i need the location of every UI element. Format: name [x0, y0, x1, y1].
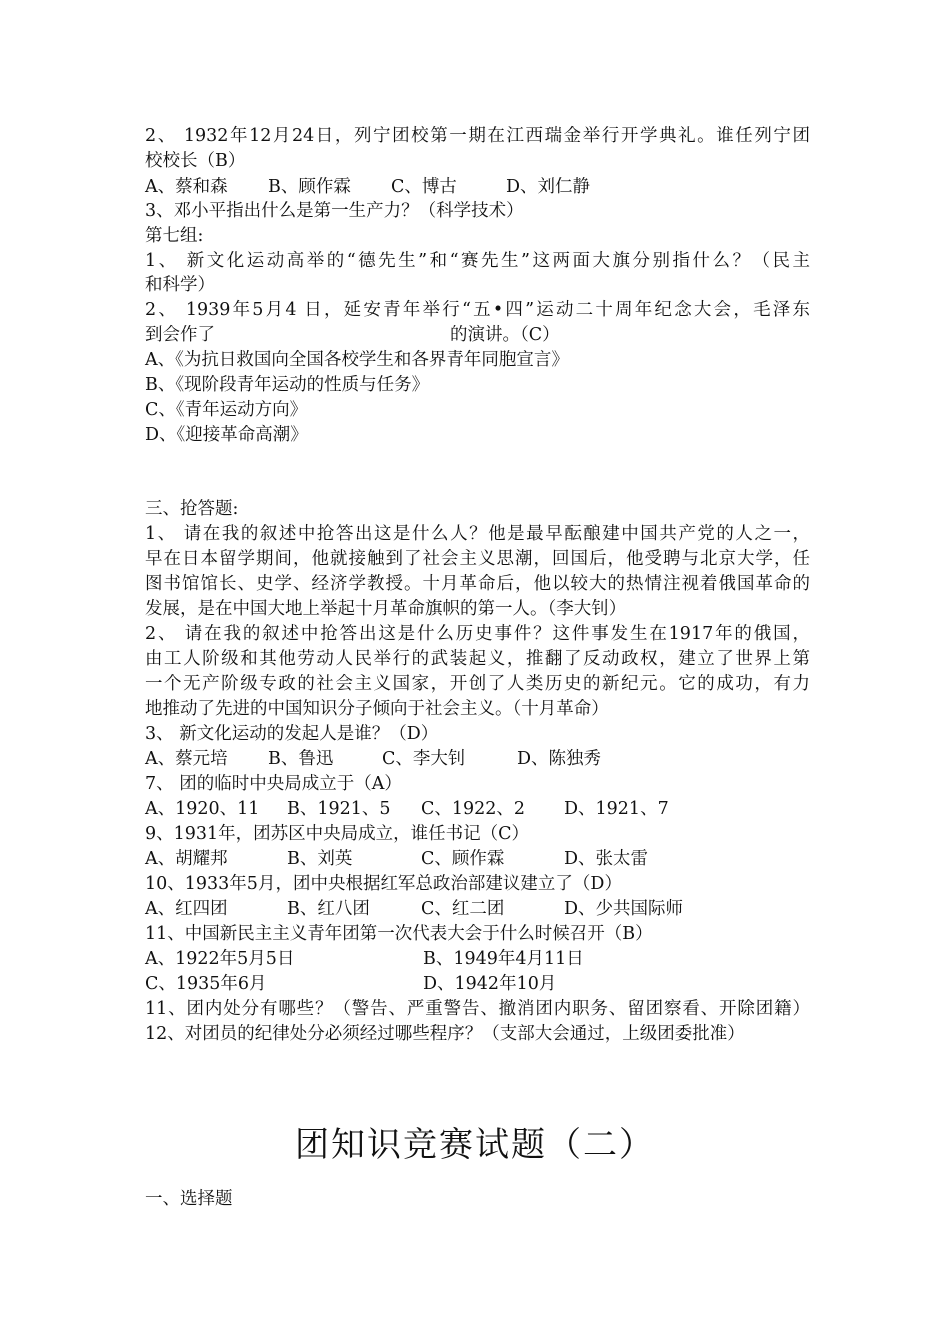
rush-question-11: 11、中国新民主主义青年团第一次代表大会于什么时候召开（B）: [145, 924, 653, 944]
option-d: D、1942年10月: [423, 974, 557, 994]
rush-question-2-line-1: 2、 请在我的叙述中抢答出这是什么历史事件？这件事发生在1917年的俄国，: [145, 624, 810, 644]
option-a: A、蔡和森: [145, 177, 228, 197]
option-c: C、1922、2: [421, 799, 526, 819]
blank-prefix: 到会作了: [145, 325, 215, 345]
option-a: A、1922年5月5日: [145, 949, 295, 969]
option-a: A、红四团: [145, 899, 228, 919]
option-b: B、红八团: [287, 899, 370, 919]
rush-question-10: 10、1933年5月，团中央根据红军总政治部建议建立了（D）: [145, 874, 622, 894]
rush-question-3: 3、 新文化运动的发起人是谁？（D）: [145, 724, 439, 744]
option-d: D、刘仁静: [506, 177, 591, 197]
group-7-q2-option-b: B、《现阶段青年运动的性质与任务》: [145, 375, 430, 395]
option-c: C、李大钊: [382, 749, 466, 769]
option-d: D、1921、7: [564, 799, 669, 819]
rush-question-11b: 11、团内处分有哪些？（警告、严重警告、撤消团内职务、留团察看、开除团籍）: [145, 999, 810, 1019]
part-two-heading: 一、选择题: [145, 1189, 233, 1209]
group-7-q2-option-d: D、《迎接革命高潮》: [145, 425, 308, 445]
option-d: D、张太雷: [564, 849, 649, 869]
rush-question-2-line-2: 由工人阶级和其他劳动人民举行的武装起义，推翻了反动政权，建立了世界上第: [145, 649, 810, 669]
rush-question-7: 7、 团的临时中央局成立于（A）: [145, 774, 402, 794]
option-d: D、少共国际师: [564, 899, 684, 919]
blank-suffix: 的演讲。（C）: [450, 325, 560, 345]
rush-question-2-line-4: 地推动了先进的中国知识分子倾向于社会主义。（十月革命）: [145, 699, 609, 719]
question-2-line-2: 校校长（B）: [145, 151, 246, 171]
group-7-question-2-line-1: 2、 1939年5月4 日，延安青年举行“五•四”运动二十周年纪念大会，毛泽东: [145, 300, 810, 320]
group-7-heading: 第七组:: [145, 226, 204, 246]
question-3: 3、邓小平指出什么是第一生产力？（科学技术）: [145, 201, 524, 221]
option-a: A、蔡元培: [145, 749, 228, 769]
part-two-title: 团知识竞赛试题（二）: [295, 1125, 655, 1165]
option-b: B、1921、5: [287, 799, 391, 819]
option-a: A、1920、11: [145, 799, 260, 819]
option-c: C、顾作霖: [421, 849, 505, 869]
option-c: C、红二团: [421, 899, 505, 919]
option-d: D、陈独秀: [517, 749, 602, 769]
option-c: C、博古: [391, 177, 457, 197]
rush-question-12: 12、对团员的纪律处分必须经过哪些程序？（支部大会通过，上级团委批准）: [145, 1024, 745, 1044]
rush-question-2-line-3: 一个无产阶级专政的社会主义国家，开创了人类历史的新纪元。它的成功，有力: [145, 674, 810, 694]
option-b: B、鲁迅: [268, 749, 334, 769]
group-7-q2-option-a: A、《为抗日救国向全国各校学生和各界青年同胞宣言》: [145, 350, 569, 370]
rush-question-1-line-2: 早在日本留学期间，他就接触到了社会主义思潮，回国后，他受聘与北京大学，任: [145, 549, 810, 569]
option-c: C、1935年6月: [145, 974, 267, 994]
option-b: B、1949年4月11日: [423, 949, 584, 969]
option-a: A、胡耀邦: [145, 849, 228, 869]
option-b: B、刘英: [287, 849, 353, 869]
rush-question-1-line-1: 1、 请在我的叙述中抢答出这是什么人？他是最早酝酿建中国共产党的人之一，: [145, 524, 810, 544]
section-three-heading: 三、抢答题:: [145, 499, 239, 519]
rush-question-1-line-4: 发展，是在中国大地上举起十月革命旗帜的第一人。（李大钊）: [145, 599, 627, 619]
rush-question-1-line-3: 图书馆馆长、史学、经济学教授。十月革命后，他以较大的热情注视着俄国革命的: [145, 574, 810, 594]
question-2-line-1: 2、 1932年12月24日，列宁团校第一期在江西瑞金举行开学典礼。谁任列宁团: [145, 126, 810, 146]
group-7-q2-option-c: C、《青年运动方向》: [145, 400, 308, 420]
group-7-question-1-line-2: 和科学）: [145, 275, 215, 295]
rush-question-9: 9、1931年，团苏区中央局成立，谁任书记（C）: [145, 824, 530, 844]
group-7-question-1-line-1: 1、 新文化运动高举的“德先生”和“赛先生”这两面大旗分别指什么？（民主: [145, 251, 810, 271]
option-b: B、顾作霖: [268, 177, 351, 197]
